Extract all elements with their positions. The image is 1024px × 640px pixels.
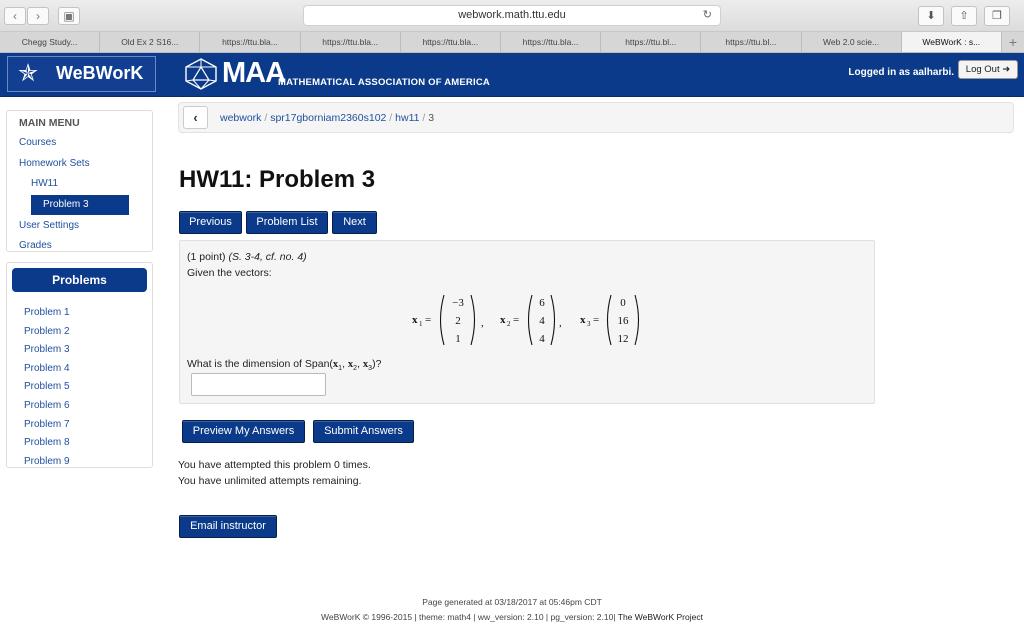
tab-old-ex[interactable]: Old Ex 2 S16... (100, 32, 200, 52)
logout-button[interactable] (958, 60, 1018, 79)
problem-link[interactable]: Problem 1 (24, 307, 70, 318)
problem-box (179, 240, 875, 404)
span-sub: 3 (368, 365, 373, 373)
problem-link[interactable]: Problem 3 (24, 344, 70, 356)
sidebar-item-homework-sets[interactable]: Homework Sets (19, 157, 90, 169)
span-var: x (347, 359, 354, 370)
maa-logo-text: MAA (222, 57, 286, 89)
back-icon[interactable]: ‹ (4, 7, 26, 25)
problem-link[interactable]: Problem 2 (24, 325, 70, 337)
attempted-text: You have attempted this problem 0 times. (178, 459, 371, 471)
previous-button[interactable]: Previous (179, 211, 242, 234)
problem-list-button[interactable]: Problem List (246, 211, 328, 234)
preview-answers-button[interactable]: Preview My Answers (182, 420, 305, 443)
forward-icon[interactable]: › (27, 7, 49, 25)
vector-subscript: 1 (419, 320, 423, 328)
vectors-display (404, 289, 644, 351)
attempts-info (178, 457, 371, 489)
breadcrumb-course[interactable]: spr17gborniam2360s102 (270, 112, 387, 124)
comma: , (481, 317, 484, 329)
problem-header (187, 251, 307, 263)
vector-entry: 4 (539, 333, 545, 345)
vector-entry: 1 (455, 333, 461, 345)
breadcrumb-back-button[interactable]: ‹ (183, 106, 208, 129)
problem-link[interactable]: Problem 7 (24, 418, 70, 430)
vector-entry: 0 (620, 297, 626, 309)
vector-entry: 2 (455, 315, 461, 327)
vector-entry: 12 (617, 333, 629, 345)
sidebar-item-grades[interactable]: Grades (19, 240, 52, 251)
problems-title: Problems (12, 268, 147, 292)
breadcrumb-set[interactable]: hw11 (395, 112, 420, 124)
download-icon[interactable]: ⬇ (918, 6, 944, 26)
footer-project-link[interactable]: The WeBWorK Project (617, 612, 703, 622)
footer-copyright (0, 612, 1024, 622)
vector-entry: −3 (452, 297, 464, 309)
sidebar-toggle-icon[interactable]: ▣ (58, 7, 80, 25)
browser-toolbar (0, 0, 1024, 32)
remaining-text: You have unlimited attempts remaining. (178, 475, 362, 487)
breadcrumb-webwork[interactable]: webwork (220, 112, 262, 124)
new-tab-button[interactable]: + (1008, 34, 1018, 50)
submit-answers-button[interactable]: Submit Answers (313, 420, 414, 443)
logo-text: WeBWorK (56, 63, 144, 83)
vector-subscript: 2 (507, 320, 511, 328)
problem-link[interactable]: Problem 6 (24, 399, 70, 411)
problem-points: (1 point) (187, 251, 226, 263)
vector-entry: 4 (539, 315, 545, 327)
logout-icon: ➜ (1002, 64, 1011, 75)
footer-generated: Page generated at 03/18/2017 at 05:46pm CDT (422, 597, 602, 607)
sidebar-item-problem-3-active[interactable]: Problem 3 (31, 195, 129, 215)
span-var: x (362, 359, 369, 370)
answer-input[interactable] (191, 373, 326, 396)
tab-ttu-5[interactable]: https://ttu.bl... (601, 32, 701, 52)
webwork-logo[interactable] (7, 56, 156, 92)
tab-ttu-1[interactable]: https://ttu.bla... (200, 32, 300, 52)
address-bar[interactable] (303, 5, 721, 26)
reload-icon[interactable]: ↻ (702, 9, 712, 21)
sidebar (6, 110, 153, 468)
vector-entry: 16 (617, 315, 629, 327)
span-var: x (332, 359, 339, 370)
problem-intro: Given the vectors: (187, 267, 272, 279)
share-icon[interactable]: ⇧ (951, 6, 977, 26)
breadcrumb-separator: / (389, 112, 393, 124)
vector-label: x (412, 314, 418, 326)
question-prefix: What is the dimension of Span( (187, 358, 333, 370)
equals-sign: = (425, 314, 432, 326)
next-button[interactable]: Next (332, 211, 377, 234)
main-menu (6, 110, 153, 252)
page-title: HW11: Problem 3 (179, 166, 376, 193)
equals-sign: = (513, 314, 520, 326)
logged-in-text: Logged in as aalharbi. (848, 67, 954, 78)
footer-version-info: WeBWorK © 1996-2015 | theme: math4 | ww_version: 2.10 | pg_version: 2.10| (321, 612, 616, 622)
vector-label: x (580, 314, 586, 326)
vector-label: x (500, 314, 506, 326)
maa-icosahedron-icon (183, 58, 219, 90)
tab-ttu-6[interactable]: https://ttu.bl... (701, 32, 801, 52)
sidebar-item-user-settings[interactable]: User Settings (19, 219, 80, 231)
problem-link[interactable]: Problem 4 (24, 362, 70, 374)
problems-panel (6, 262, 153, 468)
tab-ttu-4[interactable]: https://ttu.bla... (501, 32, 601, 52)
breadcrumb-problem: 3 (428, 112, 435, 124)
span-sub: 1 (338, 365, 343, 373)
question-suffix: )? (372, 358, 382, 370)
problem-link[interactable]: Problem 9 (24, 455, 70, 467)
comma: , (559, 317, 562, 329)
breadcrumb-separator: / (422, 112, 426, 124)
tab-web20[interactable]: Web 2.0 scie... (802, 32, 902, 52)
tab-ttu-3[interactable]: https://ttu.bla... (401, 32, 501, 52)
tabs-overview-icon[interactable]: ❐ (984, 6, 1010, 26)
sidebar-item-hw11[interactable]: HW11 (31, 178, 59, 189)
site-header (0, 53, 1024, 97)
email-instructor-button[interactable]: Email instructor (179, 515, 277, 538)
vector-entry: 6 (539, 297, 545, 309)
maa-full-name: MATHEMATICAL ASSOCIATION OF AMERICA (278, 77, 490, 88)
logout-label: Log Out (965, 64, 1000, 75)
vector-subscript: 3 (587, 320, 591, 328)
url-text: webwork.math.ttu.edu (458, 9, 566, 21)
problem-link[interactable]: Problem 8 (24, 437, 70, 449)
span-sub: 2 (353, 365, 358, 373)
problem-link[interactable]: Problem 5 (24, 381, 70, 393)
breadcrumb (178, 102, 1014, 133)
webwork-star-icon: ✯ (18, 60, 39, 87)
breadcrumb-separator: / (264, 112, 268, 124)
sidebar-item-courses[interactable]: Courses (19, 137, 57, 148)
tab-chegg[interactable]: Chegg Study... (0, 32, 100, 52)
main-menu-title: MAIN MENU (19, 117, 80, 129)
tab-webwork[interactable]: WeBWorK : s... (902, 32, 1002, 52)
tab-bar (0, 32, 1024, 53)
problem-source: (S. 3-4, cf. no. 4) (228, 251, 307, 263)
equals-sign: = (593, 314, 600, 326)
tab-ttu-2[interactable]: https://ttu.bla... (301, 32, 401, 52)
breadcrumb-path (220, 112, 434, 124)
question-text: What is the dimension of $Span(x_1$, $x_2$, $x_3$)? (187, 358, 382, 373)
